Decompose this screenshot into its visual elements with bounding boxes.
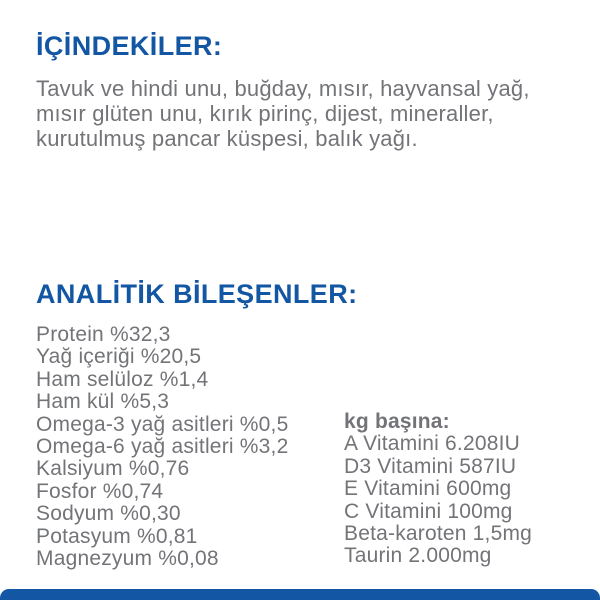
per-kg-item: D3 Vitamini 587IU (344, 454, 517, 478)
ingredients-text (36, 76, 530, 151)
analytical-component-item: Kalsiyum %0,76 (36, 457, 190, 481)
analytical-title: ANALİTİK BİLEŞENLER: (36, 279, 358, 309)
per-kg-item: E Vitamini 600mg (344, 477, 512, 501)
analytical-component-item: Omega-6 yağ asitleri %3,2 (36, 435, 289, 459)
per-kg-item: Beta-karoten 1,5mg (344, 522, 533, 546)
per-kg-list (344, 433, 532, 567)
bottom-blue-bar (0, 589, 600, 600)
analytical-component-item: Protein %32,3 (36, 323, 171, 346)
ingredients-text-line: kurutulmuş pancar küspesi, balık yağı. (36, 126, 418, 151)
ingredients-text-line: Tavuk ve hindi unu, buğday, mısır, hayvansal yağ, (36, 76, 530, 101)
analytical-component-item: Ham selüloz %1,4 (36, 367, 209, 391)
per-kg-item: Taurin 2.000mg (344, 544, 492, 568)
analytical-component-item: Fosfor %0,74 (36, 479, 164, 503)
analytical-component-item: Ham kül %5,3 (36, 390, 170, 414)
ingredients-title: İÇİNDEKİLER: (36, 31, 223, 61)
analytical-component-item: Yağ içeriği %20,5 (36, 345, 202, 369)
per-kg-title: kg başına: (344, 410, 450, 433)
analytical-components-list (36, 324, 288, 570)
analytical-component-item: Magnezyum %0,08 (36, 547, 219, 571)
per-kg-item: A Vitamini 6.208IU (344, 432, 520, 456)
analytical-component-item: Omega-3 yağ asitleri %0,5 (36, 412, 289, 436)
analytical-component-item: Sodyum %0,30 (36, 502, 181, 526)
per-kg-column (344, 411, 532, 568)
per-kg-item: C Vitamini 100mg (344, 499, 513, 523)
analytical-component-item: Potasyum %0,81 (36, 524, 198, 548)
ingredients-text-line: mısır glüten unu, kırık pirinç, dijest, mineraller, (36, 101, 494, 126)
